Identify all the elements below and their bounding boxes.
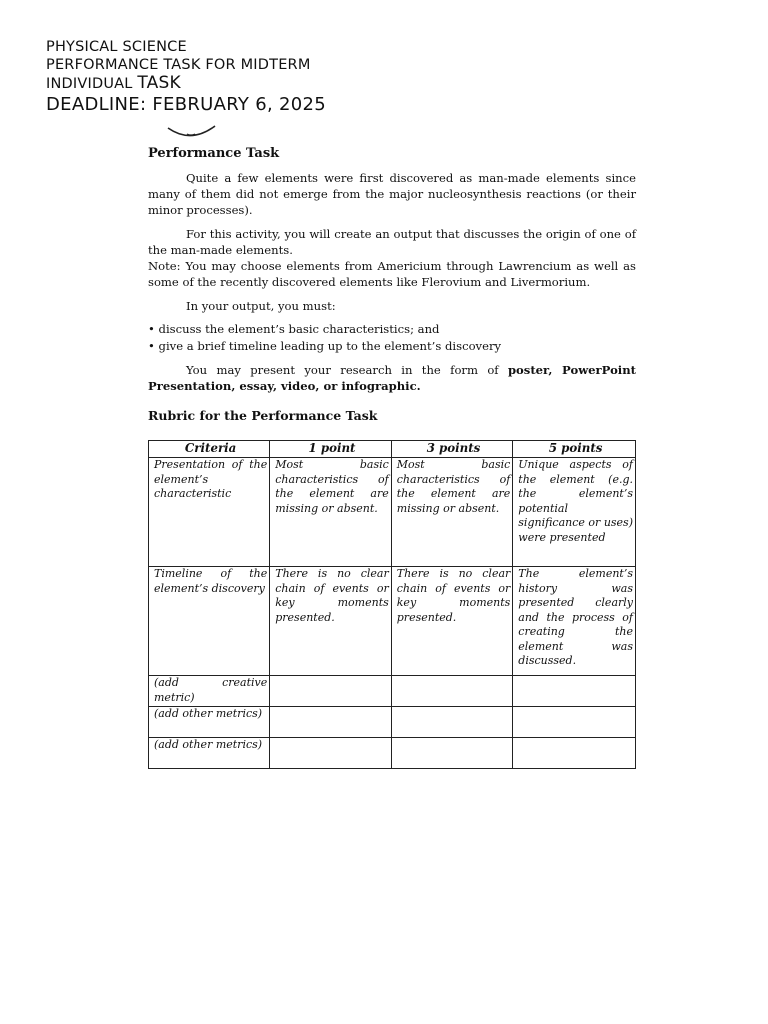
table-row [149, 707, 636, 738]
table-row [149, 567, 636, 676]
table-header-row [149, 441, 636, 458]
table-cell: There is no clear chain of events or key moments presented. [270, 567, 392, 676]
list-item: • discuss the element’s basic characteristics; and [148, 322, 440, 336]
table-cell [513, 707, 636, 738]
table-cell [270, 676, 392, 707]
table-row [149, 458, 636, 567]
table-row [149, 676, 636, 707]
rubric-title: Rubric for the Performance Task [148, 408, 378, 423]
rubric-table [148, 440, 636, 769]
table-cell: (add creative metric) [149, 676, 270, 707]
presentation-paragraph [148, 362, 636, 394]
decorative-curve-icon [165, 122, 221, 140]
table-cell [391, 738, 513, 769]
activity-paragraph: For this activity, you will create an output that discusses the origin of one of the man-made elements. [148, 227, 636, 257]
table-cell [513, 676, 636, 707]
table-cell: The element’s history was presented clearly and the process of creating the element was discussed. [513, 567, 636, 676]
column-header: 5 points [513, 441, 636, 458]
document-header [46, 38, 326, 117]
performance-task-section [148, 146, 636, 424]
table-cell: Most basic characteristics of the element are missing or absent. [270, 458, 392, 567]
list-item: • give a brief timeline leading up to the element’s discovery [148, 339, 502, 353]
column-header: 3 points [391, 441, 513, 458]
table-row [149, 738, 636, 769]
column-header: 1 point [270, 441, 392, 458]
table-cell: Presentation of the element’s characteristic [149, 458, 270, 567]
task-title: PERFORMANCE TASK FOR MIDTERM [46, 57, 311, 73]
table-cell [270, 707, 392, 738]
table-cell: Timeline of the element’s discovery [149, 567, 270, 676]
requirements-list [148, 321, 636, 354]
column-header: Criteria [149, 441, 270, 458]
intro-paragraph: Quite a few elements were first discovered as man-made elements since many of them did not emerge from the major nucleosynthesis reactions (or their minor processes). [148, 171, 636, 217]
section-title: Performance Task [148, 146, 280, 161]
deadline: DEADLINE: FEBRUARY 6, 2025 [46, 94, 327, 115]
subject-title: PHYSICAL SCIENCE [46, 39, 187, 55]
table-cell: (add other metrics) [149, 707, 270, 738]
presentation-formats: poster, PowerPoint Presentation, essay, video, or infographic. [148, 363, 636, 393]
task-type [46, 74, 326, 93]
table-cell: There is no clear chain of events or key moments presented. [391, 567, 513, 676]
table-cell [270, 738, 392, 769]
table-cell: Unique aspects of the element (e.g. the element’s potential significance or uses) were presented [513, 458, 636, 567]
task-type-prefix: INDIVIDUAL [46, 76, 138, 92]
table-cell [391, 676, 513, 707]
table-cell [391, 707, 513, 738]
table-cell: Most basic characteristics of the element are missing or absent. [391, 458, 513, 567]
requirements-lead: In your output, you must: [186, 299, 336, 313]
task-type-suffix: TASK [137, 73, 181, 93]
note-paragraph: Note: You may choose elements from Americium through Lawrencium as well as some of the recently discovered elements like Flerovium and Livermorium. [148, 259, 636, 289]
table-cell [513, 738, 636, 769]
presentation-text: You may present your research in the form of [186, 363, 508, 377]
table-cell: (add other metrics) [149, 738, 270, 769]
